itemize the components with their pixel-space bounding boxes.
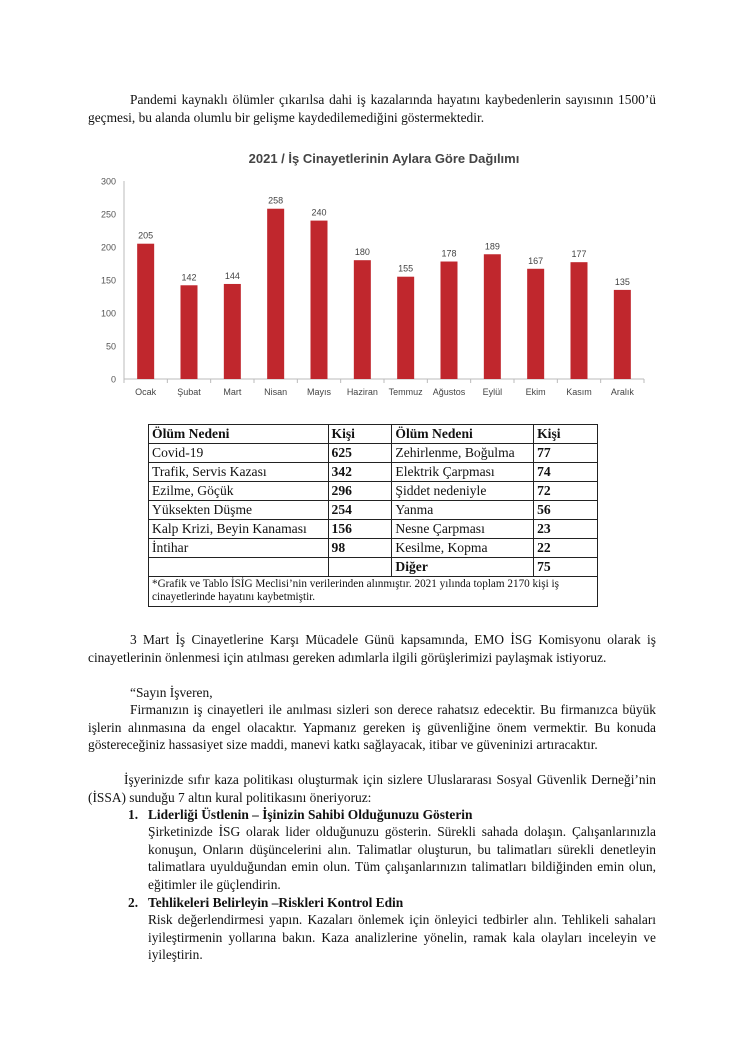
y-tick-label: 250 — [100, 209, 116, 220]
x-tick-label: Aralık — [610, 387, 634, 397]
column-header-count: Kişi — [534, 425, 598, 444]
table-header-row — [149, 425, 598, 444]
cause-cell: Zehirlenme, Boğulma — [392, 444, 534, 463]
death-causes-table — [148, 424, 598, 607]
x-tick-label: Kasım — [566, 387, 592, 397]
y-tick-label: 150 — [100, 275, 116, 286]
cause-cell: Yüksekten Düşme — [149, 501, 329, 520]
table-row — [149, 482, 598, 501]
count-cell: 56 — [534, 501, 598, 520]
bar — [614, 290, 631, 379]
cause-cell: İntihar — [149, 539, 329, 558]
count-cell: 296 — [328, 482, 392, 501]
bar — [527, 269, 544, 379]
bar — [441, 262, 458, 379]
body-paragraph-3: İşyerinizde sıfır kaza politikası oluşturmak için sizlere Uluslararası Sosyal Güvenlik Derneği’nin (İSSA) sunduğu 7 altın kural politikasını öneriyoruz: — [88, 772, 656, 805]
bar — [181, 285, 198, 379]
y-tick-label: 100 — [100, 308, 116, 319]
count-cell: 75 — [534, 558, 598, 577]
x-tick-label: Şubat — [177, 387, 201, 397]
cause-cell: Nesne Çarpması — [392, 520, 534, 539]
cause-cell: Kalp Krizi, Beyin Kanaması — [149, 520, 329, 539]
cause-cell: Covid-19 — [149, 444, 329, 463]
table-row — [149, 501, 598, 520]
data-label: 205 — [138, 230, 154, 241]
rule-number: 1. — [128, 807, 139, 822]
bar — [397, 277, 414, 379]
chart-title: 2021 / İş Cinayetlerinin Aylara Göre Dağılımı — [248, 151, 520, 166]
bar — [137, 244, 154, 379]
intro-paragraph: Pandemi kaynaklı ölümler çıkarılsa dahi iş kazalarında hayatını kaybedenlerin sayısının 1500’ü geçmesi, bu alanda olumlu bir gelişme kaydedilemediğini göstermektedir. — [88, 92, 656, 125]
data-label: 135 — [614, 276, 630, 287]
column-header-cause: Ölüm Nedeni — [149, 425, 329, 444]
bar — [354, 260, 371, 379]
data-label: 240 — [311, 207, 327, 218]
cause-cell: Yanma — [392, 501, 534, 520]
x-tick-label: Haziran — [346, 387, 378, 397]
x-tick-label: Temmuz — [388, 387, 423, 397]
cause-cell: Diğer — [392, 558, 534, 577]
monthly-deaths-bar-chart — [88, 145, 656, 405]
count-cell: 254 — [328, 501, 392, 520]
table-row — [149, 558, 598, 577]
body-paragraph-1: 3 Mart İş Cinayetlerine Karşı Mücadele Günü kapsamında, EMO İSG Komisyonu olarak iş cinayetlerinin önlenmesi için atılması gereken adımlarla ilgili görüşlerimizi paylaşmak istiyoruz. — [88, 632, 656, 665]
bar — [311, 221, 328, 379]
rule-text: Şirketinizde İSG olarak lider olduğunuzu gösterin. Sürekli sahada dolaşın. Çalışanlarınızla konuşun, Onların düşüncelerini alın. Talimatlar oluşturun, bu talimatları sürekli denetleyin talimatlara uyulduğundan emin olun. Tüm çalışanlarınızın talimatları bildiğinden emin olun, eğitimler ile güçlendirin. — [148, 824, 656, 892]
x-tick-label: Ocak — [135, 387, 157, 397]
bar — [267, 209, 284, 379]
data-label: 142 — [181, 272, 197, 283]
table-row — [149, 520, 598, 539]
count-cell: 72 — [534, 482, 598, 501]
data-label: 178 — [441, 248, 457, 259]
y-tick-label: 200 — [100, 242, 116, 253]
count-cell: 77 — [534, 444, 598, 463]
count-cell: 625 — [328, 444, 392, 463]
y-tick-label: 300 — [100, 176, 116, 187]
cause-cell — [149, 558, 329, 577]
x-tick-label: Mayıs — [306, 387, 332, 397]
body-paragraph-2: Firmanızın iş cinayetleri ile anılması sizleri son derece rahatsız edecektir. Bu firmanızca büyük işlerin alınmasına da engel olacaktır. Yapmanız gereken iş güvenliğine önem vermektir. Bu konuda göstereceğiniz hassasiyet size maddi, manevi katkı sağlayacak, itibar ve güveninizi artıracaktır. — [88, 702, 656, 752]
x-tick-label: Ağustos — [432, 387, 466, 397]
data-label: 180 — [354, 247, 370, 258]
y-tick-label: 0 — [110, 374, 116, 385]
data-label: 155 — [398, 263, 414, 274]
count-cell: 156 — [328, 520, 392, 539]
column-header-count: Kişi — [328, 425, 392, 444]
table-row — [149, 463, 598, 482]
data-label: 144 — [224, 270, 240, 281]
cause-cell: Ezilme, Göçük — [149, 482, 329, 501]
table-row — [149, 539, 598, 558]
salutation: “Sayın İşveren, — [130, 685, 213, 700]
count-cell: 98 — [328, 539, 392, 558]
table-row — [149, 444, 598, 463]
cause-cell: Şiddet nedeniyle — [392, 482, 534, 501]
table-note-row — [149, 577, 598, 607]
bar — [571, 262, 588, 379]
data-label: 177 — [571, 249, 587, 260]
count-cell: 23 — [534, 520, 598, 539]
rule-number: 2. — [128, 895, 139, 910]
bar — [484, 254, 501, 379]
count-cell: 74 — [534, 463, 598, 482]
data-label: 258 — [268, 195, 284, 206]
rule-title: Tehlikeleri Belirleyin –Riskleri Kontrol Edin — [148, 895, 404, 910]
data-label: 189 — [484, 241, 500, 252]
count-cell: 342 — [328, 463, 392, 482]
column-header-cause: Ölüm Nedeni — [392, 425, 534, 444]
y-tick-label: 50 — [105, 341, 116, 352]
cause-cell: Kesilme, Kopma — [392, 539, 534, 558]
data-label: 167 — [528, 255, 544, 266]
count-cell — [328, 558, 392, 577]
x-tick-label: Mart — [223, 387, 242, 397]
rule-title: Liderliği Üstlenin – İşinizin Sahibi Olduğunuzu Gösterin — [148, 807, 473, 822]
x-tick-label: Eylül — [482, 387, 503, 397]
x-tick-label: Ekim — [525, 387, 546, 397]
cause-cell: Elektrik Çarpması — [392, 463, 534, 482]
table-footnote: *Grafik ve Tablo İSİG Meclisi’nin verilerinden alınmıştır. 2021 yılında toplam 2170 kişi iş cinayetlerinde hayatını kaybetmiştir. — [149, 577, 598, 607]
rule-text: Risk değerlendirmesi yapın. Kazaları önlemek için önleyici tedbirler alın. Tehlikeli sahaları iyileştirmenin yollarına bakın. Kaza analizlerine yönelin, ramak kala olayları inceleyin ve iyileştirin. — [148, 912, 656, 962]
count-cell: 22 — [534, 539, 598, 558]
x-tick-label: Nisan — [264, 387, 288, 397]
cause-cell: Trafik, Servis Kazası — [149, 463, 329, 482]
bar — [224, 284, 241, 379]
